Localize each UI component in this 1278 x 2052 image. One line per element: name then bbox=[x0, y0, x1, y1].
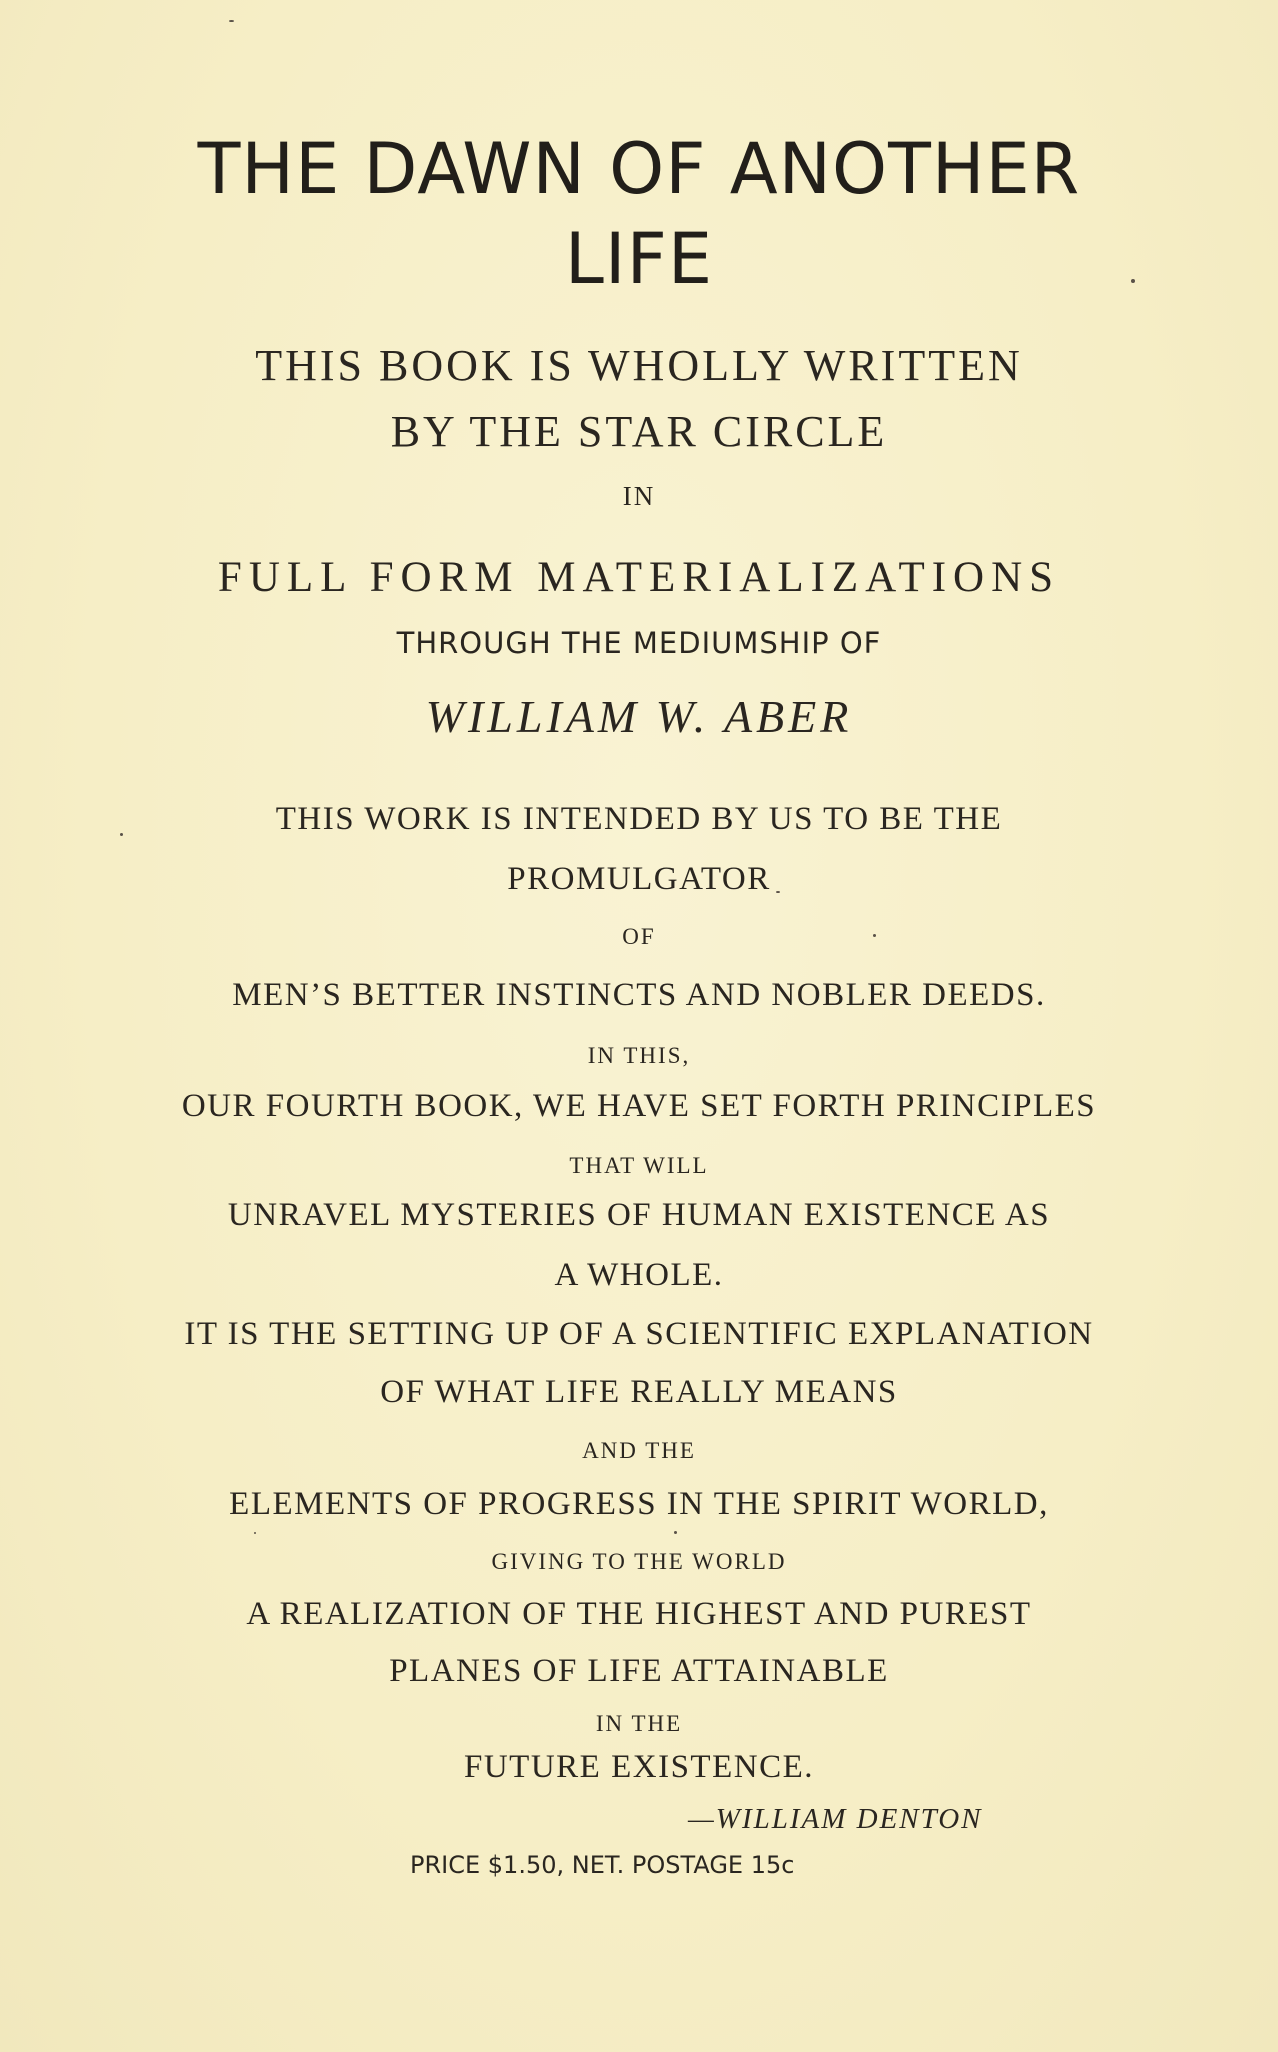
body-line: FUTURE EXISTENCE. bbox=[464, 1749, 814, 1785]
body-line: A WHOLE. bbox=[554, 1257, 724, 1293]
body-line: IN THIS, bbox=[587, 1043, 691, 1068]
body-line: IN THE bbox=[595, 1711, 683, 1736]
body-line: THAT WILL bbox=[569, 1153, 709, 1178]
body-line: PLANES OF LIFE ATTAINABLE bbox=[389, 1653, 889, 1689]
author-name: WILLIAM W. ABER bbox=[425, 691, 853, 742]
body-line: OUR FOURTH BOOK, WE HAVE SET FORTH PRINCIPLES bbox=[181, 1088, 1097, 1124]
print-speck bbox=[254, 1532, 256, 1534]
subtitle-line-1: THIS BOOK IS WHOLLY WRITTEN bbox=[255, 341, 1023, 390]
print-speck bbox=[229, 20, 234, 22]
body-line: GIVING TO THE WORLD bbox=[491, 1549, 787, 1574]
body-line: ELEMENTS OF PROGRESS IN THE SPIRIT WORLD, bbox=[229, 1486, 1049, 1522]
body-line: AND THE bbox=[582, 1438, 696, 1463]
body-line: MEN’S BETTER INSTINCTS AND NOBLER DEEDS. bbox=[232, 977, 1046, 1013]
body-line: THIS WORK IS INTENDED BY US TO BE THE bbox=[275, 801, 1003, 837]
price-line: PRICE $1.50, NET. POSTAGE 15c bbox=[410, 1851, 795, 1879]
book-title-line-1: THE DAWN OF ANOTHER bbox=[197, 128, 1081, 210]
print-speck bbox=[776, 891, 780, 893]
print-speck bbox=[1131, 279, 1135, 283]
subtitle-line-2: BY THE STAR CIRCLE bbox=[390, 407, 888, 456]
book-title-line-2: LIFE bbox=[564, 218, 714, 300]
body-line: OF bbox=[622, 924, 656, 949]
body-line: PROMULGATOR bbox=[507, 861, 771, 897]
subtitle-line-4: FULL FORM MATERIALIZATIONS bbox=[217, 554, 1061, 601]
attribution: —WILLIAM DENTON bbox=[688, 1803, 983, 1835]
body-line: A REALIZATION OF THE HIGHEST AND PUREST bbox=[246, 1596, 1032, 1632]
print-speck bbox=[873, 934, 876, 937]
subtitle-line-5: THROUGH THE MEDIUMSHIP OF bbox=[396, 626, 882, 660]
print-speck bbox=[674, 1531, 677, 1534]
body-line: OF WHAT LIFE REALLY MEANS bbox=[380, 1374, 898, 1410]
body-line: IT IS THE SETTING UP OF A SCIENTIFIC EXPLANATION bbox=[184, 1316, 1094, 1352]
print-speck bbox=[120, 833, 123, 836]
subtitle-line-3: IN bbox=[622, 481, 656, 511]
body-line: UNRAVEL MYSTERIES OF HUMAN EXISTENCE AS bbox=[227, 1197, 1051, 1233]
